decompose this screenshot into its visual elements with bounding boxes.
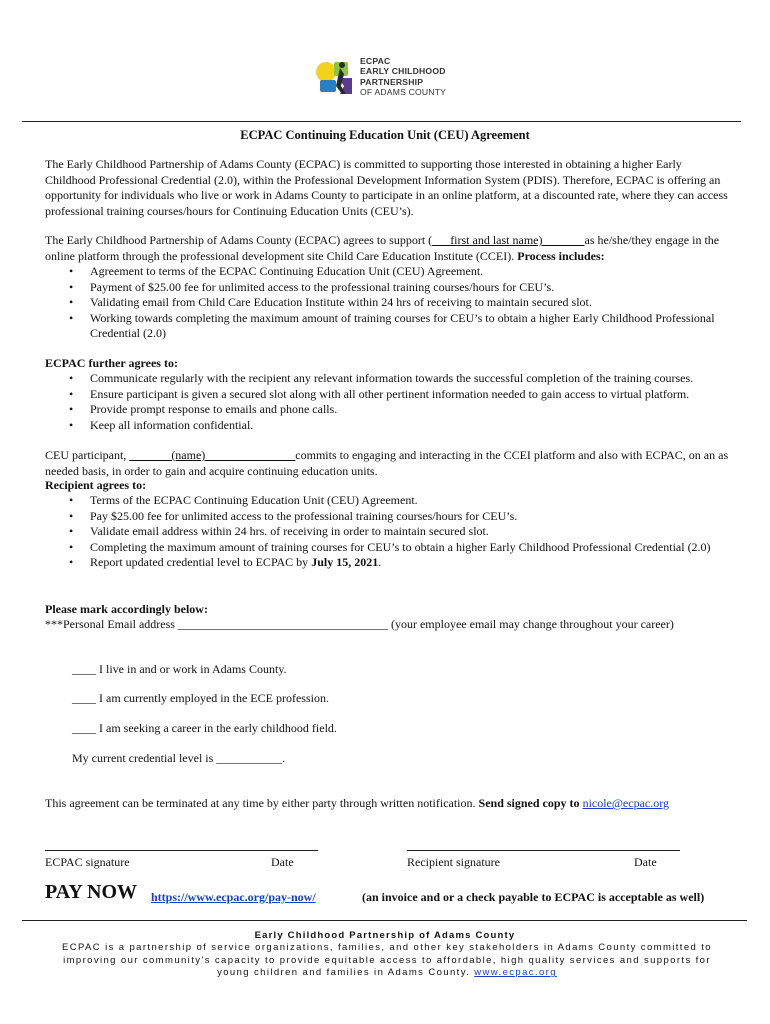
pay-now-link[interactable]: https://www.ecpac.org/pay-now/ — [151, 890, 316, 904]
recipient-list — [45, 493, 729, 571]
further-heading: ECPAC further agrees to: — [45, 356, 178, 370]
report-pre: Report updated credential level to ECPAC by — [90, 555, 312, 570]
terminate-paragraph — [45, 796, 745, 812]
page-title: ECPAC Continuing Education Unit (CEU) Agreement — [240, 128, 530, 142]
list-item: • Communicate regularly with the recipient any relevant information towards the successful completion of the training courses. — [45, 371, 735, 387]
send-label: Send signed copy to — [478, 796, 580, 810]
list-item: • Completing the maximum amount of training courses for CEU’s to obtain a higher Early Childhood Professional Credential (2.0) — [45, 540, 729, 556]
process-list — [45, 264, 729, 342]
recipient-name-blank[interactable]: ___first and last name)_______ — [432, 233, 585, 247]
list-item: • Agreement to terms of the ECPAC Continuing Education Unit (CEU) Agreement. — [45, 264, 729, 280]
agree-pre: The Early Childhood Partnership of Adams County (ECPAC) agrees to support ( — [45, 233, 433, 247]
terminate-text: This agreement can be terminated at any time by either party through written notification. — [45, 796, 476, 810]
list-item: • Terms of the ECPAC Continuing Education Unit (CEU) Agreement. — [45, 493, 729, 509]
footer-divider — [22, 920, 747, 921]
footer-body: ECPAC is a partnership of service organizations, families, and other key stakeholders in Adams County committed to improving our community’s capacity to provide equitable access to affordable, high quality services and supports for young children and families in Adams County. — [62, 942, 712, 979]
option-employed[interactable]: ____ I am currently employed in the ECE profession. — [72, 691, 329, 705]
list-item: • Validating email from Child Care Education Institute within 24 hrs of receiving to maintain secured slot. — [45, 295, 729, 311]
list-item: • Validate email address within 24 hrs. of receiving in order to maintain secured slot. — [45, 524, 729, 540]
option-seeking[interactable]: ____ I am seeking a career in the early childhood field. — [72, 721, 337, 735]
logo-line-3: PARTNERSHIP — [360, 76, 424, 87]
logo-line-2: EARLY CHILDHOOD — [360, 66, 446, 77]
pay-note: (an invoice and or a check payable to ECPAC is acceptable as well) — [362, 890, 705, 904]
list-item: • Ensure participant is given a secured slot along with all other pertinent information needed to gain access to virtual platform. — [45, 387, 735, 403]
date-label-2: Date — [634, 855, 657, 869]
footer-title: Early Childhood Partnership of Adams County — [254, 930, 516, 941]
agree-post: as he/she/they engage in the online platform through the professional development site Child Care Education Institute (CCEI). — [45, 233, 720, 263]
logo-mark-icon — [312, 56, 356, 100]
participant-paragraph — [45, 448, 729, 479]
report-post: . — [378, 555, 382, 570]
footer-text — [45, 942, 729, 980]
recipient-heading: Recipient agrees to: — [45, 478, 147, 492]
option-live-work[interactable]: ____ I live in and or work in Adams County. — [72, 662, 287, 676]
footer-link[interactable]: www.ecpac.org — [474, 967, 557, 979]
report-date: July 15, 2021 — [311, 555, 379, 570]
intro-paragraph: The Early Childhood Partnership of Adams County (ECPAC) is committed to supporting those interested in obtaining a higher Early Childhood Professional Credential (2.0), within the Professional Development Information System (PDIS). Therefore, ECPAC is offering an opportunity for individuals who live or work in Adams County to participate in an online platform, at a discounted rate, where they can access professional training courses/hours for Continuing Education Units (CEU’s). — [45, 157, 728, 218]
email-link[interactable]: nicole@ecpac.org — [582, 796, 670, 810]
list-item: • Working towards completing the maximum amount of training courses for CEU’s to obtain a higher Early Childhood Professional Credential (2.0) — [45, 311, 729, 342]
list-item: • Payment of $25.00 fee for unlimited access to the professional training courses/hours for CEU’s. — [45, 280, 729, 296]
credential-field[interactable]: My current credential level is ___________. — [72, 751, 286, 765]
recipient-signature-label: Recipient signature — [407, 855, 500, 869]
date-label-1: Date — [271, 855, 294, 869]
further-list — [45, 371, 735, 433]
participant-pre: CEU participant, — [45, 448, 130, 462]
list-item: • Pay $25.00 fee for unlimited access to the professional training courses/hours for CEU’s. — [45, 509, 729, 525]
email-field[interactable]: ***Personal Email address ___________________________________ (your employee email may change throughout your career) — [45, 617, 674, 631]
participant-post: commits to engaging and interacting in the CCEI platform and also with ECPAC, on an as needed basis, in order to gain and acquire continuing education units. — [45, 448, 729, 478]
mark-heading: Please mark accordingly below: — [45, 602, 208, 616]
recipient-signature-line[interactable] — [407, 850, 680, 851]
pay-now-label: PAY NOW — [45, 881, 138, 903]
participant-name-blank[interactable]: _______(name)_______________ — [129, 448, 296, 462]
process-heading: Process includes: — [517, 248, 605, 263]
ecpac-logo — [312, 54, 462, 100]
list-item: • Keep all information confidential. — [45, 418, 735, 434]
ecpac-signature-label: ECPAC signature — [45, 855, 130, 869]
logo-line-4: OF ADAMS COUNTY — [360, 87, 447, 98]
logo-line-1: ECPAC — [360, 56, 391, 66]
ecpac-signature-line[interactable] — [45, 850, 318, 851]
agree-paragraph — [45, 233, 729, 264]
list-item: • Provide prompt response to emails and phone calls. — [45, 402, 735, 418]
header-divider — [22, 121, 741, 122]
list-item — [45, 555, 729, 571]
